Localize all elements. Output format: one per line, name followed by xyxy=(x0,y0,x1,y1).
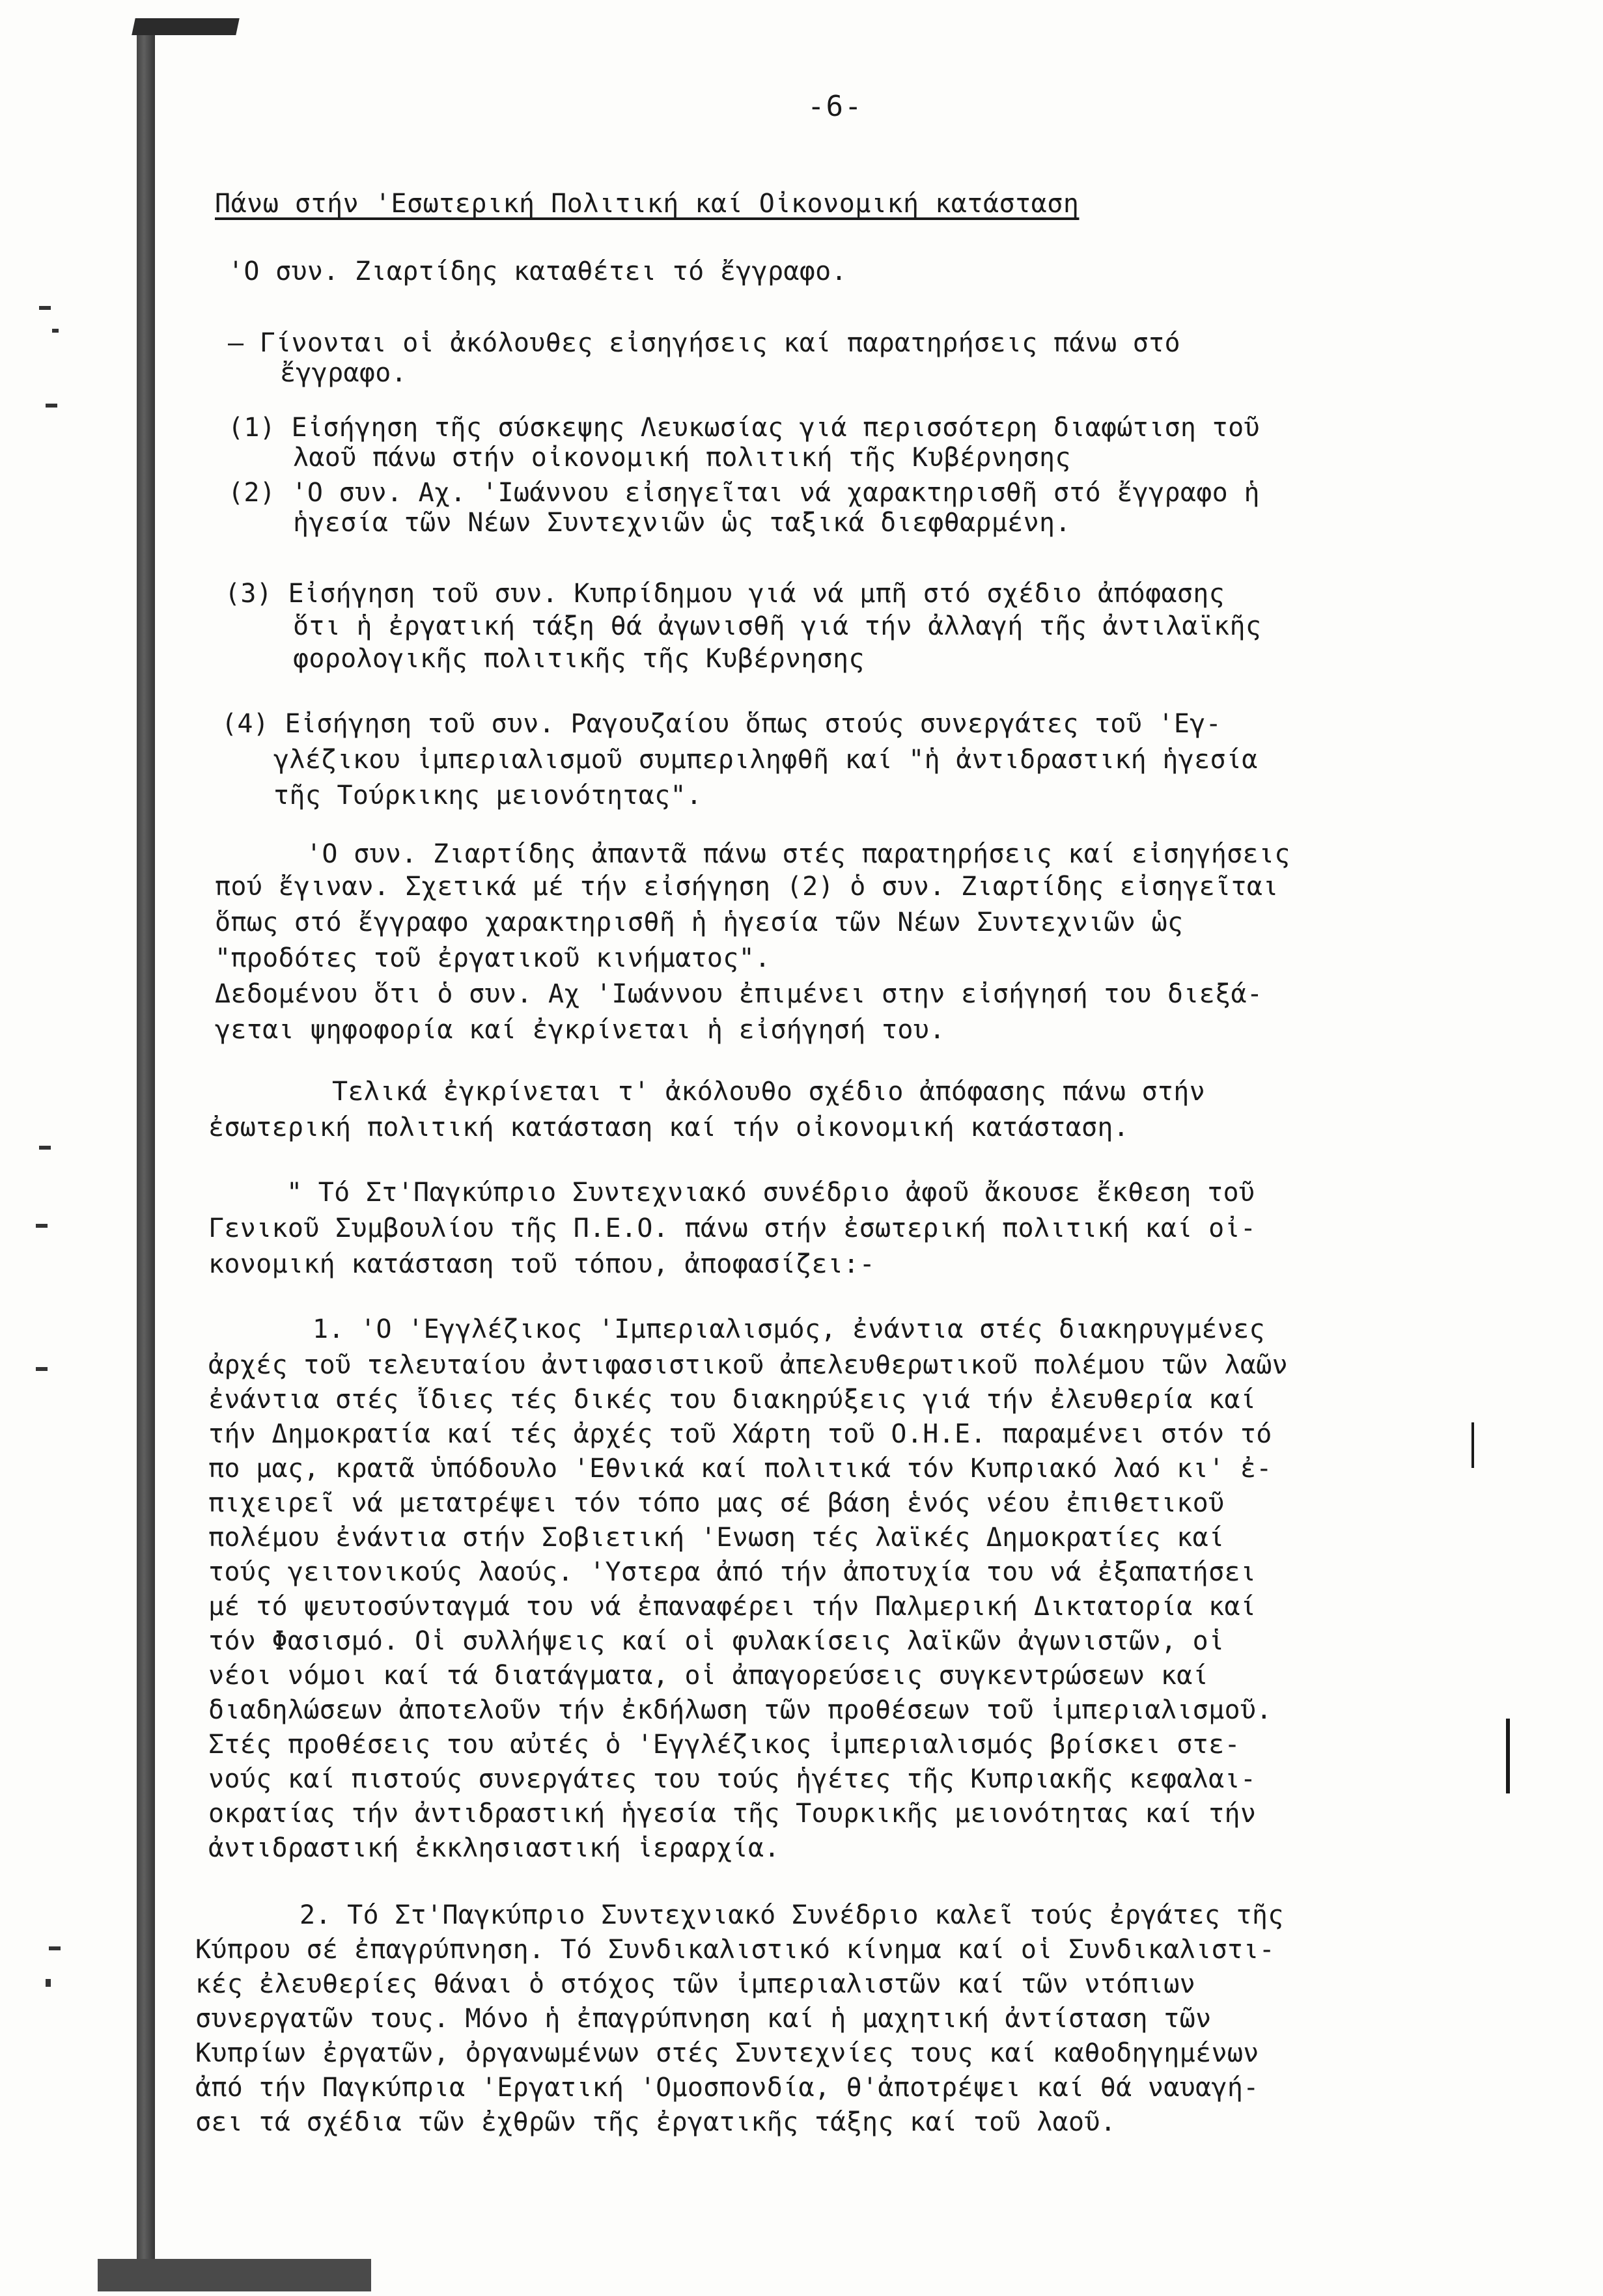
text-line: πο μας, κρατᾶ ὑπόδουλο 'Εθνικά καί πολιτικά τόν Κυπριακό λαό κι' ἐ- xyxy=(208,1454,1272,1484)
text-line: γεται ψηφοφορία καί ἐγκρίνεται ἡ εἰσήγησή του. xyxy=(215,1015,945,1045)
text-line: πού ἔγιναν. Σχετικά μέ τήν εἰσήγηση (2) ὁ συν. Ζιαρτίδης εἰσηγεῖται xyxy=(215,872,1279,902)
text-line: διαδηλώσεων ἀποτελοῦν τήν ἐκδήλωση τῶν προθέσεων τοῦ ἰμπεριαλισμοῦ. xyxy=(208,1695,1272,1725)
text-line: ἀντιδραστική ἐκκλησιαστική ἱεραρχία. xyxy=(208,1833,780,1863)
text-line: 'Ο συν. Ζιαρτίδης ἀπαντᾶ πάνω στές παρατηρήσεις καί εἰσηγήσεις xyxy=(306,839,1290,869)
text-line: Δεδομένου ὅτι ὁ συν. Αχ 'Ιωάννου ἐπιμένει στην εἰσήγησή του διεξά- xyxy=(215,979,1263,1009)
text-line: κονομική κατάσταση τοῦ τόπου, ἀποφασίζει:- xyxy=(208,1249,876,1279)
text-line: γλέζικου ἰμπεριαλισμοῦ συμπεριληφθῆ καί "ἡ ἀντιδραστική ἡγεσία xyxy=(273,745,1258,775)
text-line: ἀπό τήν Παγκύπρια 'Εργατική 'Ομοσπονδία, θ'ἀποτρέψει καί θά ναυαγή- xyxy=(195,2073,1259,2103)
binding-edge xyxy=(137,20,155,2259)
text-line: ἀρχές τοῦ τελευταίου ἀντιφασιστικοῦ ἀπελευθερωτικοῦ πολέμου τῶν λαῶν xyxy=(208,1350,1288,1380)
scan-mark xyxy=(46,1979,51,1987)
text-line: φορολογικῆς πολιτικῆς τῆς Κυβέρνησης xyxy=(293,644,865,674)
binding-edge-bottom xyxy=(98,2259,371,2291)
text-line: " Τό Στ'Παγκύπριο Συντεχνιακό συνέδριο ἀφοῦ ἄκουσε ἔκθεση τοῦ xyxy=(286,1178,1255,1208)
text-line: — Γίνονται οἱ ἀκόλουθες εἰσηγήσεις καί παρατηρήσεις πάνω στό xyxy=(228,328,1180,358)
scan-mark xyxy=(36,1224,48,1228)
text-line: σει τά σχέδια τῶν ἐχθρῶν τῆς ἐργατικῆς τάξης καί τοῦ λαοῦ. xyxy=(195,2107,1117,2137)
scan-mark xyxy=(36,1367,48,1371)
text-line: μέ τό ψευτοσύνταγμά του νά ἐπαναφέρει τήν Παλμερική Δικτατορία καί xyxy=(208,1592,1257,1622)
text-line: ἡγεσία τῶν Νέων Συντεχνιῶν ὡς ταξικά διεφθαρμένη. xyxy=(293,508,1071,538)
scan-mark xyxy=(49,1946,61,1950)
text-line: λαοῦ πάνω στήν οἰκονομική πολιτική τῆς Κυβέρνησης xyxy=(293,443,1071,473)
text-line: κές ἐλευθερίες θάναι ὁ στόχος τῶν ἰμπεριαλιστῶν καί τῶν ντόπιων xyxy=(195,1969,1196,1999)
text-line: τῆς Τούρκικης μειονότητας". xyxy=(273,781,703,810)
text-line: (3) Εἰσήγηση τοῦ συν. Κυπρίδημου γιά νά μπῆ στό σχέδιο ἀπόφασης xyxy=(225,579,1225,609)
text-line: Γενικοῦ Συμβουλίου τῆς Π.Ε.Ο. πάνω στήν ἐσωτερική πολιτική καί οἰ- xyxy=(208,1213,1257,1243)
text-line: Τελικά ἐγκρίνεται τ' ἀκόλουθο σχέδιο ἀπόφασης πάνω στήν xyxy=(332,1077,1206,1107)
text-line: τόν Φασισμό. Οἱ συλλήψεις καί οἱ φυλακίσεις λαϊκῶν ἀγωνιστῶν, οἱ xyxy=(208,1626,1225,1656)
text-line: συνεργατῶν τους. Μόνο ἡ ἐπαγρύπνηση καί ἡ μαχητική ἀντίσταση τῶν xyxy=(195,2004,1212,2034)
text-line: "προδότες τοῦ ἐργατικοῦ κινήματος". xyxy=(215,943,771,973)
text-line: (2) 'Ο συν. Αχ. 'Ιωάννου εἰσηγεῖται νά χαρακτηρισθῆ στό ἔγγραφο ἡ xyxy=(228,478,1260,508)
margin-mark xyxy=(1506,1719,1510,1793)
text-line: Κυπρίων ἐργατῶν, ὀργανωμένων στές Συντεχνίες τους καί καθοδηγημένων xyxy=(195,2038,1259,2068)
text-line: νούς καί πιστούς συνεργάτες του τούς ἡγέτες τῆς Κυπριακῆς κεφαλαι- xyxy=(208,1764,1257,1794)
scan-mark xyxy=(39,306,51,310)
text-line: ἔγγραφο. xyxy=(280,358,408,388)
text-line: Στές προθέσεις του αὐτές ὁ 'Εγγλέζικος ἰμπεριαλισμός βρίσκει στε- xyxy=(208,1730,1240,1760)
text-line: ὅτι ἡ ἐργατική τάξη θά ἀγωνισθῆ γιά τήν ἀλλαγή τῆς ἀντιλαϊκῆς xyxy=(293,611,1262,641)
text-line: 'Ο συν. Ζιαρτίδης καταθέτει τό ἔγγραφο. xyxy=(228,256,847,286)
scan-mark xyxy=(39,1146,51,1150)
section-heading: Πάνω στήν 'Εσωτερική Πολιτική καί Οἰκονομική κατάσταση xyxy=(215,189,1080,219)
text-line: (4) Εἰσήγηση τοῦ συν. Ραγουζαίου ὅπως στούς συνεργάτες τοῦ 'Εγ- xyxy=(221,709,1222,739)
text-line: τήν Δημοκρατία καί τές ἀρχές τοῦ Χάρτη τοῦ Ο.Η.Ε. παραμένει στόν τό xyxy=(208,1419,1272,1449)
text-line: τούς γειτονικούς λαούς. 'Υστερα ἀπό τήν ἀποτυχία του νά ἐξαπατήσει xyxy=(208,1557,1257,1587)
text-line: νέοι νόμοι καί τά διατάγματα, οἱ ἀπαγορεύσεις συγκεντρώσεων καί xyxy=(208,1661,1209,1691)
text-line: Κύπρου σέ ἐπαγρύπνηση. Τό Συνδικαλιστικό κίνημα καί οἱ Συνδικαλιστι- xyxy=(195,1935,1275,1965)
text-line: ὅπως στό ἔγγραφο χαρακτηρισθῆ ἡ ἡγεσία τῶν Νέων Συντεχνιῶν ὡς xyxy=(215,907,1184,937)
text-line: 1. 'Ο 'Εγγλέζικος 'Ιμπεριαλισμός, ἐνάντια στές διακηρυγμένες xyxy=(313,1314,1265,1344)
text-line: οκρατίας τήν ἀντιδραστική ἡγεσία τῆς Τουρκικῆς μειονότητας καί τήν xyxy=(208,1799,1257,1829)
text-line: 2. Τό Στ'Παγκύπριο Συντεχνιακό Συνέδριο καλεῖ τούς ἐργάτες τῆς xyxy=(300,1900,1284,1930)
scan-mark xyxy=(52,329,59,333)
text-line: (1) Εἰσήγηση τῆς σύσκεψης Λευκωσίας γιά περισσότερη διαφώτιση τοῦ xyxy=(228,413,1260,443)
scan-mark xyxy=(46,404,57,408)
text-line: πολέμου ἐνάντια στήν Σοβιετική 'Ενωση τές λαϊκές Δημοκρατίες καί xyxy=(208,1523,1225,1553)
page-number: -6- xyxy=(807,90,863,123)
text-line: ἐνάντια στές ἴδιες τές δικές του διακηρύξεις γιά τήν ἐλευθερία καί xyxy=(208,1385,1257,1415)
margin-mark xyxy=(1471,1422,1474,1468)
text-line: ἐσωτερική πολιτική κατάσταση καί τήν οἰκονομική κατάσταση. xyxy=(208,1113,1130,1142)
binding-edge-top xyxy=(132,18,240,35)
text-line: πιχειρεῖ νά μετατρέψει τόν τόπο μας σέ βάση ἑνός νέου ἐπιθετικοῦ xyxy=(208,1488,1225,1518)
